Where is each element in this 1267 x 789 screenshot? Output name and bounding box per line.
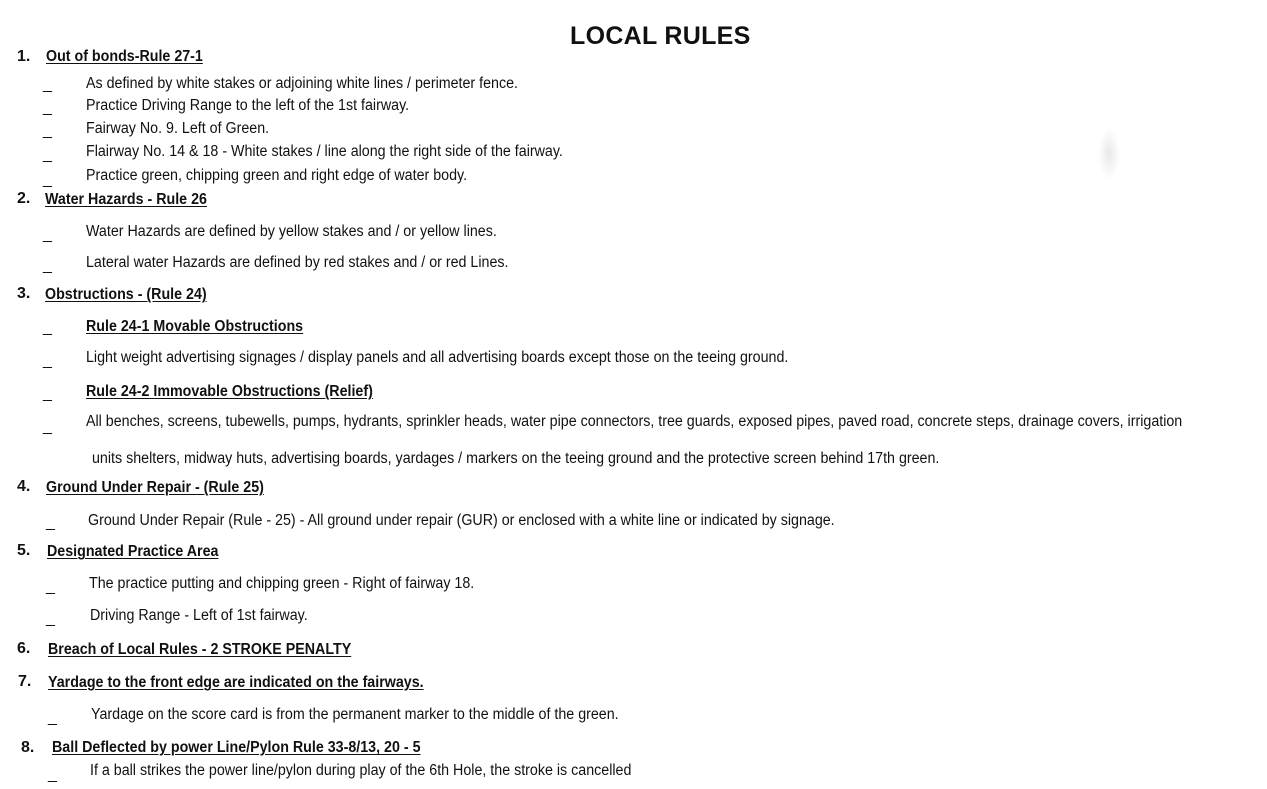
section-heading: Breach of Local Rules - 2 STROKE PENALTY xyxy=(48,641,352,658)
list-bullet: _ xyxy=(48,709,57,726)
list-bullet: _ xyxy=(46,610,55,627)
list-item: Fairway No. 9. Left of Green. xyxy=(86,120,270,137)
list-bullet: _ xyxy=(43,257,52,274)
list-bullet: _ xyxy=(46,514,55,531)
section-number: 5. xyxy=(17,542,31,559)
scan-smudge xyxy=(1098,128,1120,180)
list-item: Light weight advertising signages / display panels and all advertising boards except those on the teeing ground. xyxy=(86,349,789,366)
section-number: 2. xyxy=(17,190,31,207)
list-item: The practice putting and chipping green - Right of fairway 18. xyxy=(89,575,475,592)
section-heading: Out of bonds-Rule 27-1 xyxy=(46,48,203,65)
list-bullet: _ xyxy=(43,76,52,93)
list-item: Practice Driving Range to the left of the 1st fairway. xyxy=(86,97,410,114)
document-title: LOCAL RULES xyxy=(570,22,751,50)
list-bullet: _ xyxy=(43,352,52,369)
list-item: Driving Range - Left of 1st fairway. xyxy=(90,607,308,624)
list-item: Ground Under Repair (Rule - 25) - All ground under repair (GUR) or enclosed with a white line or indicated by signage. xyxy=(88,512,835,529)
list-item: Water Hazards are defined by yellow stakes and / or yellow lines. xyxy=(86,223,497,240)
section-number: 1. xyxy=(17,48,31,65)
section-number: 3. xyxy=(17,285,31,302)
list-item: Yardage on the score card is from the permanent marker to the middle of the green. xyxy=(91,706,619,723)
list-item: Flairway No. 14 & 18 - White stakes / line along the right side of the fairway. xyxy=(86,143,563,160)
section-number: 6. xyxy=(17,640,31,657)
list-bullet: _ xyxy=(43,226,52,243)
list-bullet: _ xyxy=(43,319,52,336)
list-bullet: _ xyxy=(43,146,52,163)
list-item: If a ball strikes the power line/pylon during play of the 6th Hole, the stroke is cancelled xyxy=(90,762,632,779)
section-number: 7. xyxy=(18,673,32,690)
list-bullet: _ xyxy=(43,418,52,435)
list-bullet: _ xyxy=(46,578,55,595)
section-heading: Yardage to the front edge are indicated on the fairways. xyxy=(48,674,424,691)
list-item: Practice green, chipping green and right edge of water body. xyxy=(86,167,468,184)
section-heading: Ball Deflected by power Line/Pylon Rule 33-8/13, 20 - 5 xyxy=(52,739,421,756)
section-number: 8. xyxy=(21,739,35,756)
list-bullet: _ xyxy=(43,99,52,116)
section-heading: Ground Under Repair - (Rule 25) xyxy=(46,479,264,496)
list-item-continuation: units shelters, midway huts, advertising boards, yardages / markers on the teeing ground and the protective screen behind 17th green. xyxy=(92,450,940,467)
subsection-heading: Rule 24-2 Immovable Obstructions (Relief) xyxy=(86,383,373,400)
section-heading: Water Hazards - Rule 26 xyxy=(45,191,207,208)
list-bullet: _ xyxy=(43,385,52,402)
list-bullet: _ xyxy=(43,171,52,188)
list-bullet: _ xyxy=(43,122,52,139)
list-item: Lateral water Hazards are defined by red stakes and / or red Lines. xyxy=(86,254,509,271)
list-bullet: _ xyxy=(48,766,57,783)
section-heading: Designated Practice Area xyxy=(47,543,219,560)
list-item: As defined by white stakes or adjoining white lines / perimeter fence. xyxy=(86,75,518,92)
section-heading: Obstructions - (Rule 24) xyxy=(45,286,207,303)
list-item: All benches, screens, tubewells, pumps, hydrants, sprinkler heads, water pipe connectors, tree guards, exposed pipes, paved road, concrete steps, drainage covers, irrigation xyxy=(86,413,1183,430)
section-number: 4. xyxy=(17,478,31,495)
subsection-heading: Rule 24-1 Movable Obstructions xyxy=(86,318,304,335)
